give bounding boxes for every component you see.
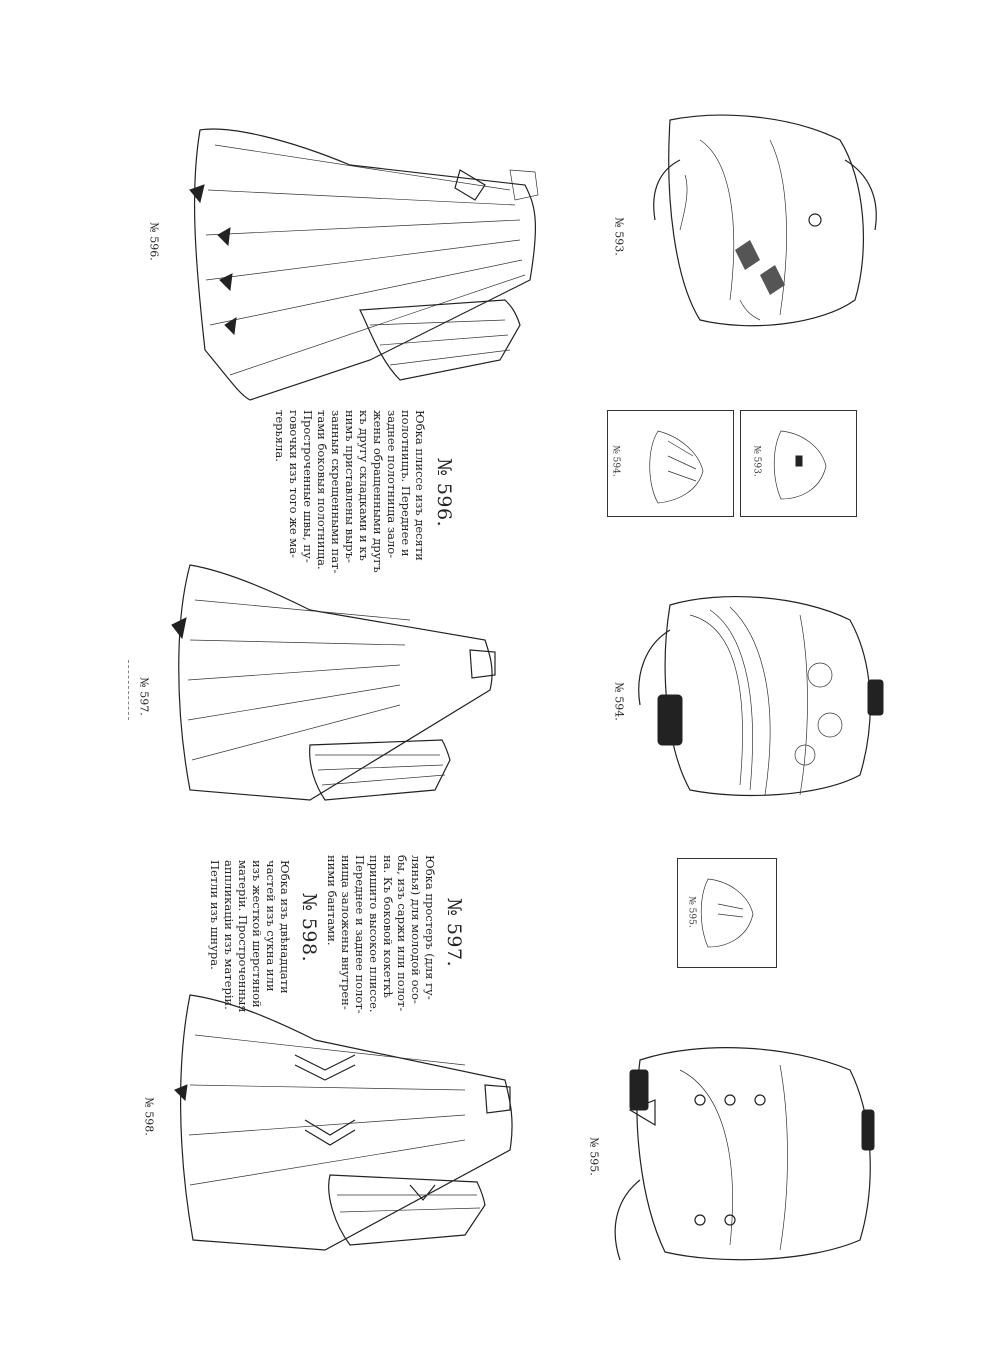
inset-label-594: № 594. [610,445,621,477]
text-596-line: говочки изъ того же ма- [287,410,301,558]
text-597-line: бы, изъ саржи или полот- [395,855,409,1012]
caption-593: № 593. [612,217,626,256]
caption-598: № 598. [142,1097,156,1136]
text-598-heading: № 598. [298,892,320,963]
text-596-line: къ другу складками и къ [357,410,371,561]
text-598-line: Петли изъ шнура. [208,860,222,970]
caption-597: № 597. [137,677,151,716]
text-596-line: заднее полотнища зало- [385,410,399,559]
skirt-596-illustration [170,110,550,410]
blouse-593-illustration [640,100,880,340]
text-596-line: полотнищъ. Переднее и [399,410,413,557]
text-596-line: занныя скрещенными пат- [329,410,343,574]
text-598-line: матеріи. Простроченныя [236,860,250,1013]
text-596-line: Юбка плиссе изъ десяти [413,410,427,561]
text-596-line: Простроченные швы, пу- [301,410,315,563]
text-597-line: лянья) для молодой осо- [409,855,423,1004]
text-597-line: нища заложены внутрен- [339,855,353,1010]
text-597-line: ними бантами. [325,855,339,946]
skirt-597-illustration [160,560,500,840]
text-597-line: пришито высокое плиссе. [367,855,381,1013]
text-596-heading: № 596. [433,457,455,528]
text-597-heading: № 597. [443,897,465,968]
text-596-line: терьяла. [273,410,287,462]
inset-box-595 [677,858,777,968]
text-598-line: Юбка изъ двѣнадцати [278,860,292,994]
text-597 [325,855,465,1014]
inset-label-595: № 595. [686,896,697,928]
text-598-line: частей изъ сукна или [264,860,278,992]
text-597-line: на. Къ боковой кокеткѣ [381,855,395,998]
registration-mark [128,660,130,720]
caption-596: № 596. [147,222,161,261]
text-596-line: нимъ приставлены выръ- [343,410,357,563]
text-597-line: Юбка простеръ (для гу- [423,855,437,1000]
blouse-595-illustration [600,1030,890,1270]
inset-box-593 [740,410,857,517]
text-596-line: жены обращенными другъ [371,410,385,573]
text-597-line: Переднее и заднее полот- [353,855,367,1014]
text-598-line: изъ жесткой шерстяной [250,860,264,1008]
inset-box-594 [607,410,734,517]
caption-594: № 594. [612,682,626,721]
text-598 [208,860,320,1013]
text-598-line: аппликаціи изъ матеріи. [222,860,236,1010]
inset-label-593: № 593. [751,445,762,477]
caption-595: № 595. [587,1137,601,1176]
skirt-598-illustration [165,990,525,1270]
blouse-594-illustration [630,585,890,805]
text-596-line: тами боковыя полотнища. [315,410,329,570]
text-596 [273,410,455,575]
